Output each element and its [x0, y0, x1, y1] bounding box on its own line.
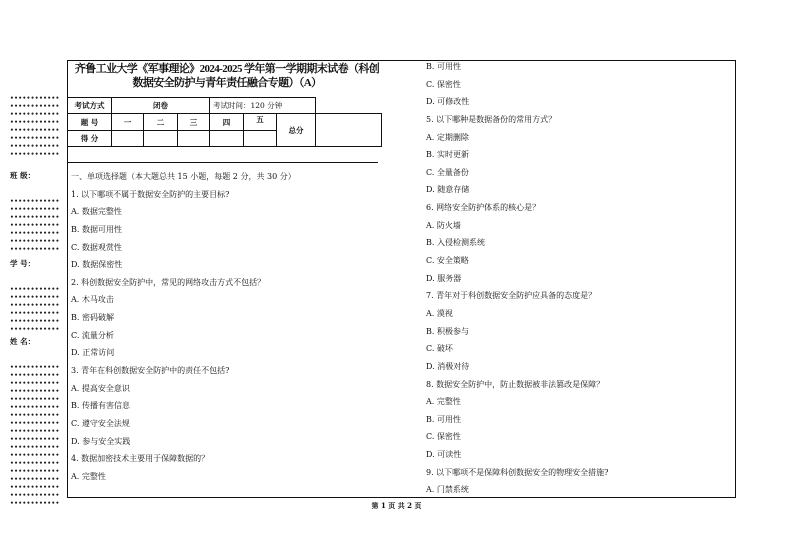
dot-row: •••••••••••• [10, 484, 60, 491]
answer-option: C. 遵守安全法规 [71, 418, 130, 428]
question-text: 4. 数据加密技术主要用于保障数据的？ [71, 454, 210, 464]
answer-option: D. 正常访问 [71, 348, 115, 358]
answer-option: C. 破坏 [426, 344, 453, 354]
dot-row: •••••••••••• [10, 420, 60, 427]
answer-option: C. 保密性 [426, 432, 461, 442]
dot-row: •••••••••••• [10, 476, 60, 483]
question-text: 6. 网络安全防护体系的核心是？ [426, 203, 541, 213]
dot-row: •••••••••••• [10, 119, 60, 126]
student-id-label: 学 号： [10, 259, 36, 268]
dot-row: •••••••••••• [10, 460, 60, 467]
question-no-label: 题 号 [68, 114, 112, 131]
answer-option: A. 完整性 [426, 397, 461, 407]
answer-option: A. 漠视 [426, 308, 453, 318]
dot-row: •••••••••••• [10, 143, 60, 150]
dot-row: •••••••••••• [10, 95, 60, 102]
dot-row: •••••••••••• [10, 372, 60, 379]
dot-row: •••••••••••• [10, 318, 60, 325]
total-score-cell[interactable] [316, 114, 382, 147]
answer-option: C. 保密性 [426, 79, 461, 89]
exam-time: 考试时间：120 分钟 [210, 98, 316, 114]
title-line-2: 数据安全防护与青年责任融合专题）（A） [132, 77, 322, 89]
dot-row: •••••••••••• [10, 230, 60, 237]
exam-title [62, 62, 392, 90]
total-label: 总分 [277, 114, 316, 147]
dot-row: •••••••••••• [10, 206, 60, 213]
question-text: 7. 青年对于科创数据安全防护应具备的态度是？ [426, 291, 597, 301]
question-text: 1. 以下哪项不属于数据安全防护的主要目标? [71, 189, 230, 199]
score-label: 得 分 [68, 131, 112, 147]
left-column [71, 168, 296, 486]
dot-row: •••••••••••• [10, 412, 60, 419]
answer-option: B. 密码破解 [71, 313, 114, 323]
dot-row: •••••••••••• [10, 198, 60, 205]
class-label: 班 级： [10, 171, 36, 180]
divider-line [67, 162, 378, 163]
dot-row: •••••••••••• [10, 310, 60, 317]
page-footer: 第 1 页 共 2 页 [371, 501, 422, 510]
col-4: 四 [210, 114, 244, 131]
answer-option: D. 随意存储 [426, 185, 470, 195]
answer-option: A. 防火墙 [426, 220, 461, 230]
col-3: 三 [178, 114, 210, 131]
answer-option: B. 传播有害信息 [71, 401, 130, 411]
name-label: 姓 名： [10, 337, 36, 346]
answer-option: B. 实时更新 [426, 150, 469, 160]
right-column [426, 58, 608, 499]
dot-row: •••••••••••• [10, 103, 60, 110]
score-cell-4[interactable] [210, 131, 244, 147]
dot-row: •••••••••••• [10, 151, 60, 158]
dot-row: •••••••••••• [10, 428, 60, 435]
dot-row: •••••••••••• [10, 468, 60, 475]
answer-option: A. 定期删除 [426, 132, 469, 142]
answer-option: A. 完整性 [71, 471, 106, 481]
answer-option: C. 全量备份 [426, 167, 469, 177]
dot-row: •••••••••••• [10, 436, 60, 443]
answer-option: A. 门禁系统 [426, 485, 469, 495]
dot-row: •••••••••••• [10, 302, 60, 309]
score-table [67, 97, 382, 147]
answer-option: C. 数据观赏性 [71, 242, 122, 252]
score-cell-2[interactable] [144, 131, 178, 147]
answer-option: C. 安全策略 [426, 256, 469, 266]
question-text: 8. 数据安全防护中，防止数据被非法篡改是保障？ [426, 379, 605, 389]
answer-option: C. 流量分析 [71, 330, 114, 340]
section-heading: 一、单项选择题（本大题总共 15 小题，每题 2 分，共 30 分） [71, 172, 296, 181]
answer-option: A. 提高安全意识 [71, 383, 130, 393]
dot-row: •••••••••••• [10, 404, 60, 411]
col-5: 五 [244, 114, 277, 131]
question-text: 5. 以下哪种是数据备份的常用方式？ [426, 114, 557, 124]
binding-dots [10, 286, 60, 334]
binding-dots [10, 364, 60, 508]
title-line-1: 齐鲁工业大学《军事理论》2024-2025 学年第一学期期末试卷（科创 [74, 63, 380, 75]
answer-option: B. 可用性 [426, 414, 461, 424]
dot-row: •••••••••••• [10, 214, 60, 221]
answer-option: D. 可修改性 [426, 97, 470, 107]
score-cell-1[interactable] [112, 131, 144, 147]
dot-row: •••••••••••• [10, 500, 60, 507]
dot-row: •••••••••••• [10, 396, 60, 403]
dot-row: •••••••••••• [10, 388, 60, 395]
dot-row: •••••••••••• [10, 380, 60, 387]
binding-dots [10, 198, 60, 254]
answer-option: D. 数据保密性 [71, 260, 123, 270]
dot-row: •••••••••••• [10, 246, 60, 253]
answer-option: B. 积极参与 [426, 326, 469, 336]
answer-option: D. 可读性 [426, 450, 462, 460]
dot-row: •••••••••••• [10, 326, 60, 333]
answer-option: B. 可用性 [426, 62, 461, 71]
answer-option: D. 服务器 [426, 273, 462, 283]
question-text: 9. 以下哪项不是保障科创数据安全的物理安全措施? [426, 467, 609, 477]
col-2: 二 [144, 114, 178, 131]
dot-row: •••••••••••• [10, 286, 60, 293]
dot-row: •••••••••••• [10, 222, 60, 229]
score-cell-3[interactable] [178, 131, 210, 147]
col-1: 一 [112, 114, 144, 131]
dot-row: •••••••••••• [10, 111, 60, 118]
question-text: 2. 科创数据安全防护中，常见的网络攻击方式不包括？ [71, 277, 266, 287]
exam-mode-label: 考试方式 [68, 98, 112, 114]
question-text: 3. 青年在科创数据安全防护中的责任不包括? [71, 366, 230, 376]
dot-row: •••••••••••• [10, 492, 60, 499]
dot-row: •••••••••••• [10, 294, 60, 301]
score-cell-5[interactable] [244, 131, 277, 147]
answer-option: B. 入侵检测系统 [426, 238, 485, 248]
answer-option: A. 数据完整性 [71, 207, 122, 217]
answer-option: D. 消极对待 [426, 361, 470, 371]
binding-dots [10, 95, 60, 159]
dot-row: •••••••••••• [10, 135, 60, 142]
exam-mode: 闭卷 [112, 98, 210, 114]
answer-option: D. 参与安全实践 [71, 436, 131, 446]
answer-option: A. 木马攻击 [71, 295, 114, 305]
dot-row: •••••••••••• [10, 444, 60, 451]
dot-row: •••••••••••• [10, 452, 60, 459]
dot-row: •••••••••••• [10, 127, 60, 134]
dot-row: •••••••••••• [10, 364, 60, 371]
dot-row: •••••••••••• [10, 238, 60, 245]
answer-option: B. 数据可用性 [71, 224, 122, 234]
